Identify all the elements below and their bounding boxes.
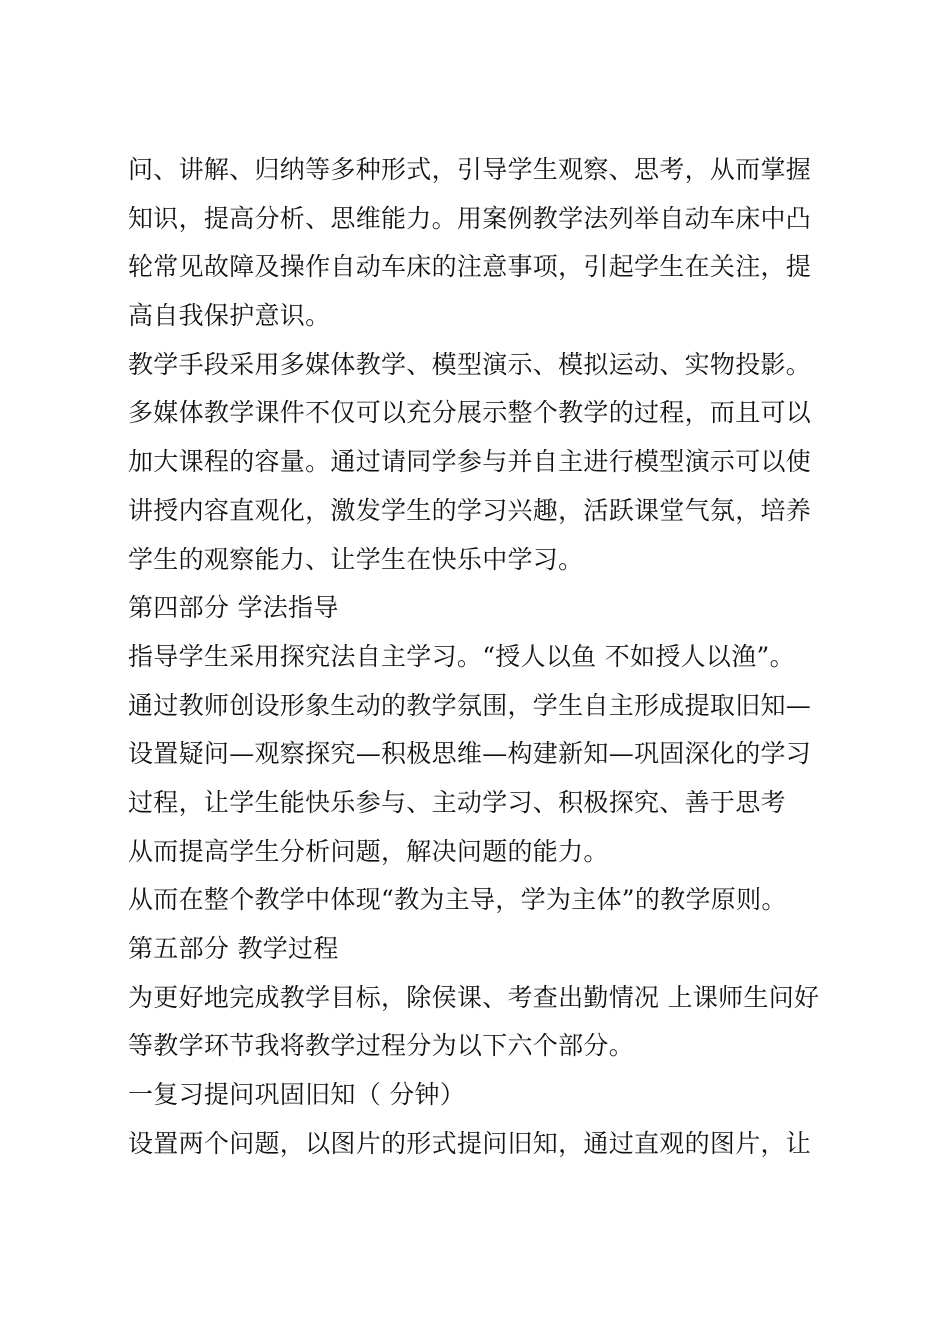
text-line: 过程，让学生能快乐参与、主动学习、积极探究、善于思考 (128, 787, 786, 817)
text-line: 知识，提高分析、思维能力。用案例教学法列举自动车床中凸 (128, 203, 812, 233)
text-line: 等教学环节我将教学过程分为以下六个部分。 (128, 1031, 635, 1061)
text-line: 从而在整个教学中体现“教为主导，学为主体”的教学原则。 (128, 885, 787, 915)
text-line: 高自我保护意识。 (128, 301, 331, 331)
text-line: 指导学生采用探究法自主学习。“授人以鱼 不如授人以渔”。 (128, 641, 795, 671)
text-line: 从而提高学生分析问题，解决问题的能力。 (128, 836, 609, 866)
text-line: 学生的观察能力、让学生在快乐中学习。 (128, 544, 584, 574)
section-heading: 第五部分 教学过程 (128, 934, 339, 963)
text-line: 教学手段采用多媒体教学、模型演示、模拟运动、实物投影。 (128, 349, 812, 379)
text-line: 通过教师创设形象生动的教学氛围，学生自主形成提取旧知— (128, 690, 812, 720)
text-line: 设置疑问—观察探究—积极思维—构建新知—巩固深化的学习 (128, 739, 812, 769)
text-line: 讲授内容直观化，激发学生的学习兴趣，活跃课堂气氛，培养 (128, 495, 812, 525)
text-line: 为更好地完成教学目标，除侯课、考查出勤情况 上课师生问好 (128, 982, 820, 1012)
text-line: 轮常见故障及操作自动车床的注意事项，引起学生在关注，提 (128, 252, 812, 282)
subsection-heading: 一复习提问巩固旧知（ 分钟） (128, 1080, 466, 1110)
text-line: 多媒体教学课件不仅可以充分展示整个教学的过程，而且可以 (128, 398, 812, 428)
document-body (128, 146, 828, 1168)
text-line: 问、讲解、归纳等多种形式，引导学生观察、思考，从而掌握 (128, 155, 812, 184)
text-line: 加大课程的容量。通过请同学参与并自主进行模型演示可以使 (128, 447, 812, 477)
section-heading: 第四部分 学法指导 (128, 593, 339, 623)
text-line: 设置两个问题，以图片的形式提问旧知，通过直观的图片，让 (128, 1128, 812, 1158)
